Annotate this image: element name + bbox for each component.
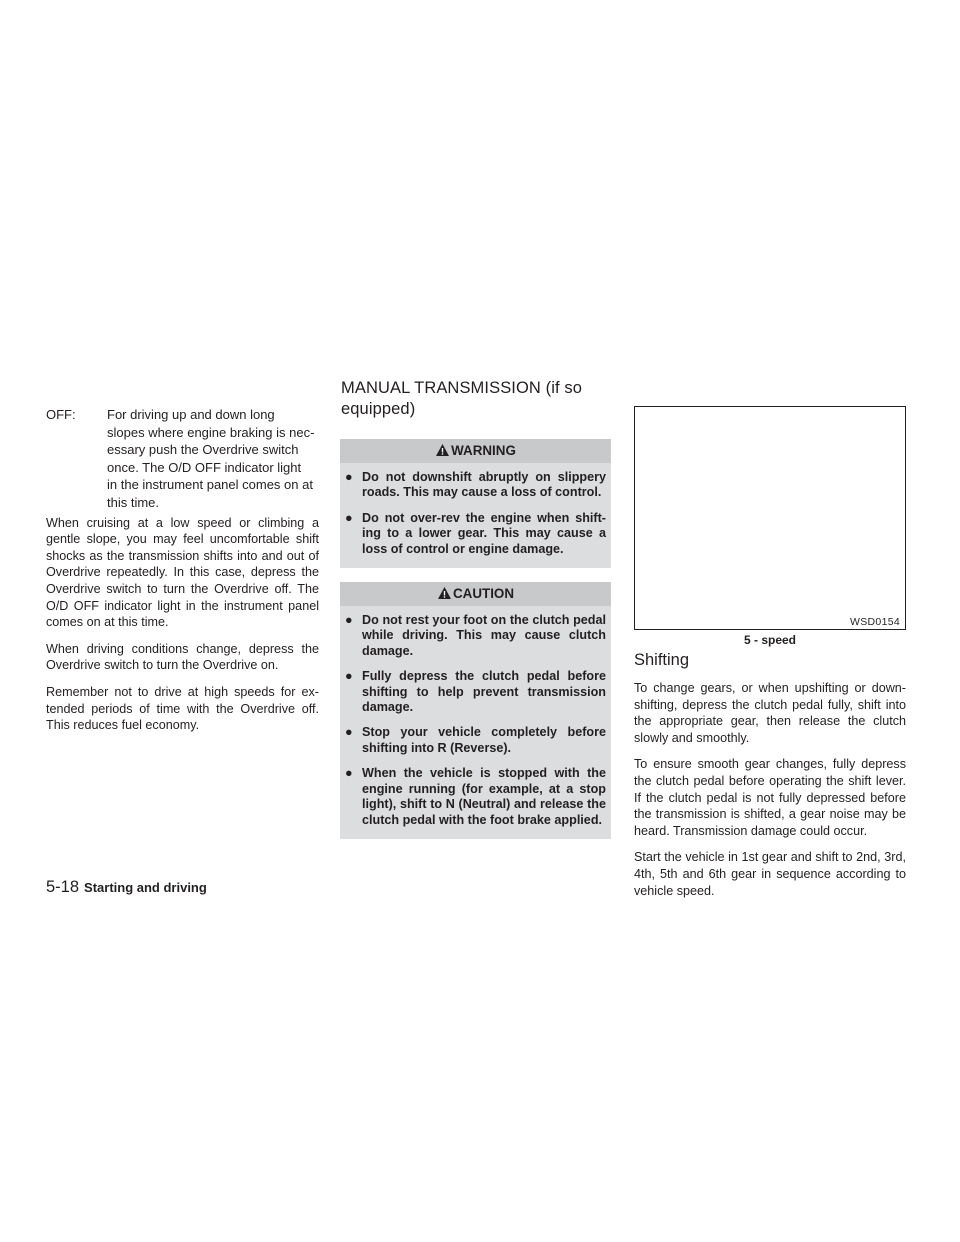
right-column [634,650,906,909]
figure-code: WSD0154 [850,616,900,628]
warning-triangle-icon [437,586,452,600]
off-line: in the instrument panel comes on at [107,477,313,493]
warning-box [340,439,611,568]
paragraph: To ensure smooth gear changes, fully depress the clutch pedal before operating the shift lever. If the clutch pedal is not fully depressed before the transmission is shifted, a gear noise may be heard. Transmission damage could occur. [634,757,906,838]
figure-caption: 5 - speed [743,633,797,647]
off-line: once. The O/D OFF indicator light [107,459,302,475]
warning-triangle-icon [435,443,450,457]
off-label: OFF: [46,407,76,422]
paragraph: Start the vehicle in 1st gear and shift to 2nd, 3rd, 4th, 5th and 6th gear in sequence according to vehicle speed. [634,850,906,898]
caution-item: ● When the vehicle is stopped with the engine running (for example, at a stop light), shift to N (Neutral) and release the clutch pedal with the foot brake applied. [345,766,606,827]
off-line: For driving up and down long [107,407,275,422]
left-column [46,406,319,744]
caution-item: ● Do not rest your foot on the clutch pedal while driving. This may cause clutch damage. [345,613,606,658]
caution-title: CAUTION [453,586,514,602]
warning-item: ● Do not over-rev the engine when shift-ing to a lower gear. This may cause a loss of control or engine damage. [345,510,606,556]
paragraph: When driving conditions change, depress the Overdrive switch to turn the Overdrive on. [46,641,319,673]
off-line: essary push the Overdrive switch [107,442,299,458]
chapter-title: Starting and driving [84,880,207,895]
page-footer [46,878,207,897]
paragraph: When cruising at a low speed or climbing a gentle slope, you may feel uncomfortable shift shocks as the transmission shifts into and out of Overdrive repeatedly. In this case, depress the Overdrive switch to turn the Overdrive off. The O/D OFF indicator light in the instrument panel comes on at this time. [46,515,319,630]
paragraph: To change gears, or when upshifting or down-shifting, depress the clutch pedal fully, shift into the appropriate gear, then release the clutch slowly and smoothly. [634,681,906,745]
caution-header [340,582,611,606]
caution-item: ● Stop your vehicle completely before shifting into R (Reverse). [345,725,606,755]
paragraph: Remember not to drive at high speeds for ex-tended periods of time with the Overdrive off. This reduces fuel economy. [46,684,319,733]
off-mode-description [46,406,319,512]
bullet-icon: ● [345,766,353,781]
bullet-icon: ● [345,510,353,525]
bullet-icon: ● [345,725,353,740]
subsection-heading: Shifting [634,651,690,669]
section-heading: MANUAL TRANSMISSION (if so equipped) [341,379,582,418]
caution-box [340,582,611,839]
page-number: 5-18 [46,878,80,896]
middle-column [340,378,611,853]
caution-item: ● Fully depress the clutch pedal before shifting to help prevent transmission damage. [345,669,606,715]
shift-pattern-figure [634,406,906,630]
warning-title: WARNING [451,443,516,458]
warning-item: ● Do not downshift abruptly on slippery roads. This may cause a loss of control. [345,470,606,500]
off-line: this time. [107,494,160,510]
off-line: slopes where engine braking is nec- [107,424,315,440]
bullet-icon: ● [345,470,353,484]
bullet-icon: ● [345,669,353,684]
warning-header [340,439,611,463]
bullet-icon: ● [345,613,353,628]
